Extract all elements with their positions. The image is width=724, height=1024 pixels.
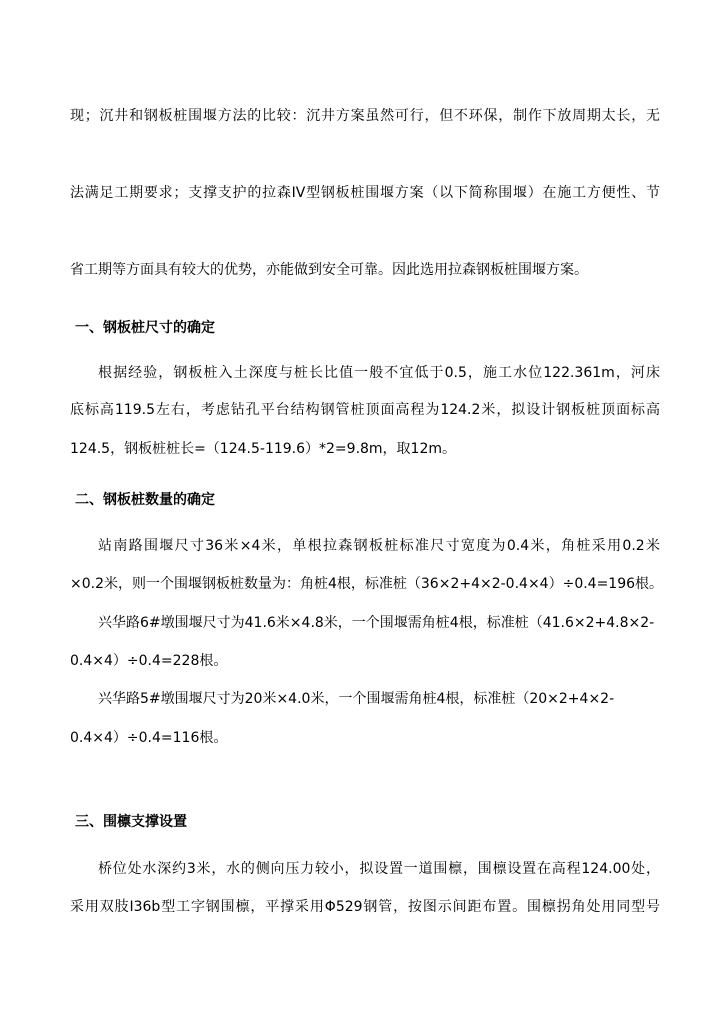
- section-2-line-5: 兴华路5#墩围堰尺寸为20米×4.0米，一个围堰需角桩4根，标准桩（20×2+4×2-: [98, 691, 615, 707]
- section-2-line-2: ×0.2米，则一个围堰钢板桩数量为：角桩4根，标准桩（36×2+4×2-0.4×4）÷0.4=196根。: [70, 576, 664, 592]
- section-1-line-1: 根据经验，钢板桩入土深度与桩长比值一般不宜低于0.5，施工水位122.361m，河床: [98, 365, 660, 381]
- section-1-heading: 一、钢板桩尺寸的确定: [75, 320, 215, 336]
- section-2-line-3: 兴华路6#墩围堰尺寸为41.6米×4.8米，一个围堰需角桩4根，标准桩（41.6×2+4.8×2-: [98, 615, 655, 631]
- intro-line-3: 省工期等方面具有较大的优势，亦能做到安全可靠。因此选用拉森钢板桩围堰方案。: [70, 262, 588, 278]
- section-3-line-2: 采用双肢I36b型工字钢围檩，平撑采用Φ529钢管，按图示间距布置。围檩拐角处用同型号: [70, 899, 660, 915]
- section-3-line-1: 桥位处水深约3米，水的侧向压力较小，拟设置一道围檩，围檩设置在高程124.00处，: [98, 861, 660, 877]
- section-3-heading: 三、围檩支撑设置: [75, 814, 187, 830]
- section-1-line-3: 124.5，钢板桩桩长=（124.5-119.6）*2=9.8m，取12m。: [70, 441, 457, 457]
- section-2-line-6: 0.4×4）÷0.4=116根。: [70, 730, 228, 746]
- section-2-heading: 二、钢板桩数量的确定: [75, 492, 215, 508]
- section-2-line-4: 0.4×4）÷0.4=228根。: [70, 653, 228, 669]
- section-2-line-1: 站南路围堰尺寸36米×4米，单根拉森钢板桩标准尺寸宽度为0.4米，角桩采用0.2米: [98, 538, 660, 554]
- section-1-line-2: 底标高119.5左右，考虑钻孔平台结构钢管桩顶面高程为124.2米，拟设计钢板桩顶面标高: [70, 402, 660, 418]
- intro-line-1: 现；沉井和钢板桩围堰方法的比较：沉井方案虽然可行，但不环保，制作下放周期太长，无: [70, 108, 660, 124]
- intro-line-2: 法满足工期要求；支撑支护的拉森IV型钢板桩围堰方案（以下简称围堰）在施工方便性、节: [70, 185, 660, 201]
